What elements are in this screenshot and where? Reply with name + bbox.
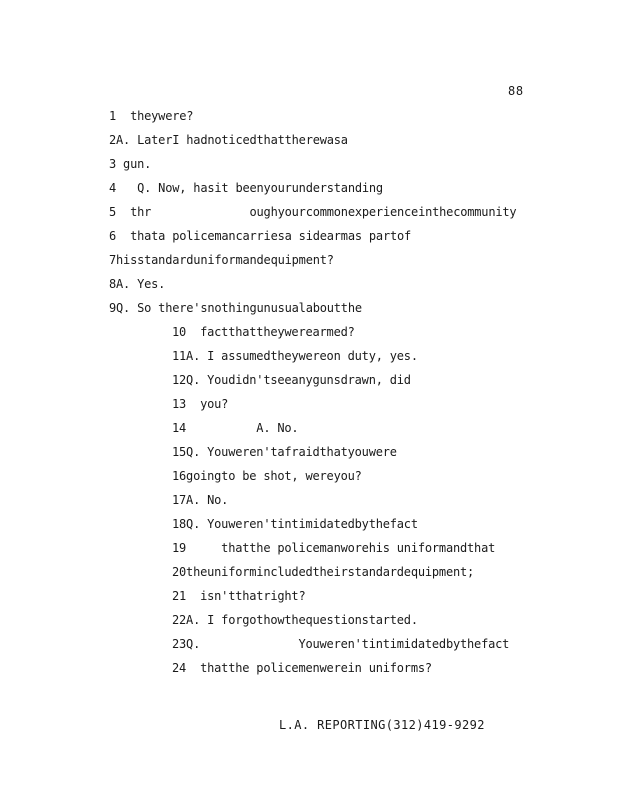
transcript-line-5: 5 thr oughyourcommonexperienceinthecommunity (109, 205, 517, 219)
transcript-line-8: 8A. Yes. (109, 277, 166, 291)
transcript-line-10: 10 factthattheywerearmed? (172, 325, 355, 339)
transcript-line-4: 4 Q. Now, hasit beenyourunderstanding (109, 181, 383, 195)
transcript-line-17: 17A. No. (172, 493, 229, 507)
transcript-line-24: 24 thatthe policemenwerein uniforms? (172, 661, 432, 675)
transcript-line-2: 2A. LaterI hadnoticedthattherewasa (109, 133, 348, 147)
transcript-line-15: 15Q. Youweren'tafraidthatyouwere (172, 445, 397, 459)
transcript-line-6: 6 thata policemancarriesa sidearmas partof (109, 229, 412, 243)
transcript-line-12: 12Q. Youdidn'tseeanygunsdrawn, did (172, 373, 411, 387)
transcript-line-3: 3 gun. (109, 157, 152, 171)
transcript-line-23: 23Q. Youweren'tintimidatedbythefact (172, 637, 510, 651)
transcript-line-22: 22A. I forgothowthequestionstarted. (172, 613, 418, 627)
transcript-line-19: 19 thatthe policemanworehis uniformandthat (172, 541, 496, 555)
transcript-line-9: 9Q. So there'snothingunusualaboutthe (109, 301, 362, 315)
transcript-line-14: 14 A. No. (172, 421, 299, 435)
transcript-line-1: 1 theywere? (109, 109, 194, 123)
transcript-line-16: 16goingto be shot, wereyou? (172, 469, 362, 483)
transcript-line-21: 21 isn'tthatright? (172, 589, 306, 603)
reporter-footer: L.A. REPORTING(312)419-9292 (279, 718, 485, 732)
transcript-line-7: 7hisstandarduniformandequipment? (109, 253, 334, 267)
transcript-line-18: 18Q. Youweren'tintimidatedbythefact (172, 517, 418, 531)
page-number: 88 (508, 84, 524, 98)
transcript-line-11: 11A. I assumedtheywereon duty, yes. (172, 349, 418, 363)
transcript-line-13: 13 you? (172, 397, 229, 411)
transcript-line-20: 20theuniformincludedtheirstandardequipment; (172, 565, 475, 579)
